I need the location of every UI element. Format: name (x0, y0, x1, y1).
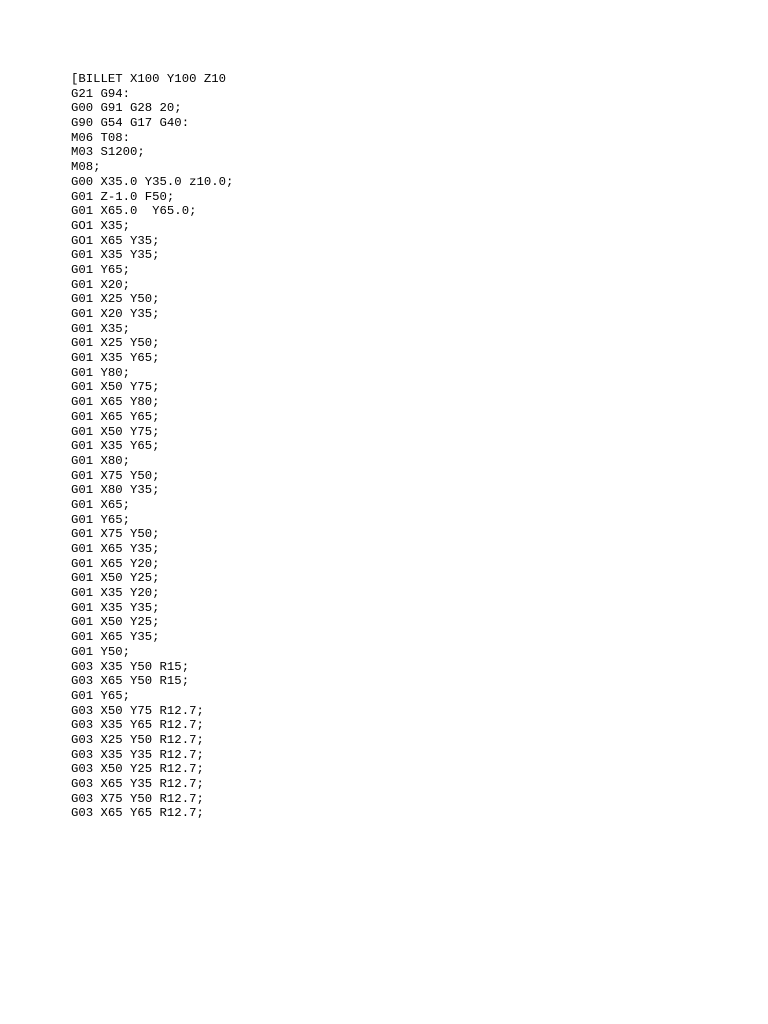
gcode-line: G01 X35; (71, 321, 131, 336)
gcode-line: G01 X20; (71, 277, 131, 292)
gcode-line: G01 X65 Y65; (71, 409, 160, 424)
gcode-line: M08; (71, 160, 101, 175)
gcode-line: G03 X25 Y50 R12.7; (71, 732, 204, 747)
gcode-line: G01 X25 Y50; (71, 336, 160, 351)
gcode-line: G01 X65 Y35; (71, 630, 160, 645)
gcode-line: [BILLET X100 Y100 Z10 (71, 72, 226, 86)
gcode-line: G03 X35 Y50 R15; (71, 659, 190, 674)
gcode-line: G03 X35 Y35 R12.7; (71, 747, 204, 762)
gcode-line: G03 X35 Y65 R12.7; (71, 718, 204, 733)
gcode-line: G03 X65 Y35 R12.7; (71, 777, 204, 791)
gcode-line: G01 X50 Y75; (71, 380, 160, 395)
gcode-line: G01 X80 Y35; (71, 483, 160, 498)
gcode-line: G03 X75 Y50 R12.7; (71, 791, 204, 806)
gcode-line: G01 X50 Y25; (71, 615, 160, 630)
gcode-line: G01 X75 Y50; (71, 527, 160, 542)
gcode-line: G01 X65.0 Y65.0; (71, 204, 197, 219)
gcode-line: G01 X50 Y75; (71, 424, 160, 439)
gcode-line: G01 X65 Y20; (71, 556, 160, 571)
gcode-line: G21 G94: (71, 86, 131, 101)
gcode-line: GO1 X35; (71, 218, 131, 233)
gcode-line: M06 T08: (71, 130, 131, 145)
gcode-line: G01 X35 Y35; (71, 248, 160, 263)
gcode-line: M03 S1200; (71, 145, 145, 160)
gcode-line: G90 G54 G17 G40: (71, 116, 190, 131)
gcode-line: G01 X80; (71, 453, 131, 468)
gcode-line: G01 X25 Y50; (71, 292, 160, 307)
gcode-line: G01 X35 Y35; (71, 600, 160, 615)
gcode-line: G01 X35 Y20; (71, 586, 160, 601)
gcode-line: G01 X50 Y25; (71, 571, 160, 586)
gcode-line: G01 X35 Y65; (71, 439, 160, 454)
gcode-program (71, 72, 233, 821)
gcode-line: G01 X65 Y35; (71, 542, 160, 556)
gcode-line: G03 X50 Y25 R12.7; (71, 762, 204, 777)
gcode-line: G03 X65 Y65 R12.7; (71, 806, 204, 821)
gcode-line: G01 X35 Y65; (71, 351, 160, 366)
gcode-line: G03 X65 Y50 R15; (71, 674, 190, 689)
gcode-line: G03 X50 Y75 R12.7; (71, 703, 204, 718)
gcode-line: G01 X75 Y50; (71, 468, 160, 483)
gcode-line: GO1 X65 Y35; (71, 233, 160, 248)
gcode-line: G01 Y65; (71, 262, 131, 277)
gcode-line: G01 X20 Y35; (71, 307, 160, 321)
gcode-line: G01 Y50; (71, 644, 131, 659)
gcode-line: G01 Y80; (71, 365, 131, 380)
gcode-line: G00 G91 G28 20; (71, 101, 182, 116)
gcode-line: G01 Y65; (71, 688, 131, 703)
gcode-line: G01 X65 Y80; (71, 395, 160, 410)
gcode-line: G01 X65; (71, 497, 131, 512)
gcode-line: G01 Z-1.0 F50; (71, 189, 175, 204)
gcode-line: G01 Y65; (71, 512, 131, 527)
gcode-line: G00 X35.0 Y35.0 z10.0; (71, 174, 234, 189)
